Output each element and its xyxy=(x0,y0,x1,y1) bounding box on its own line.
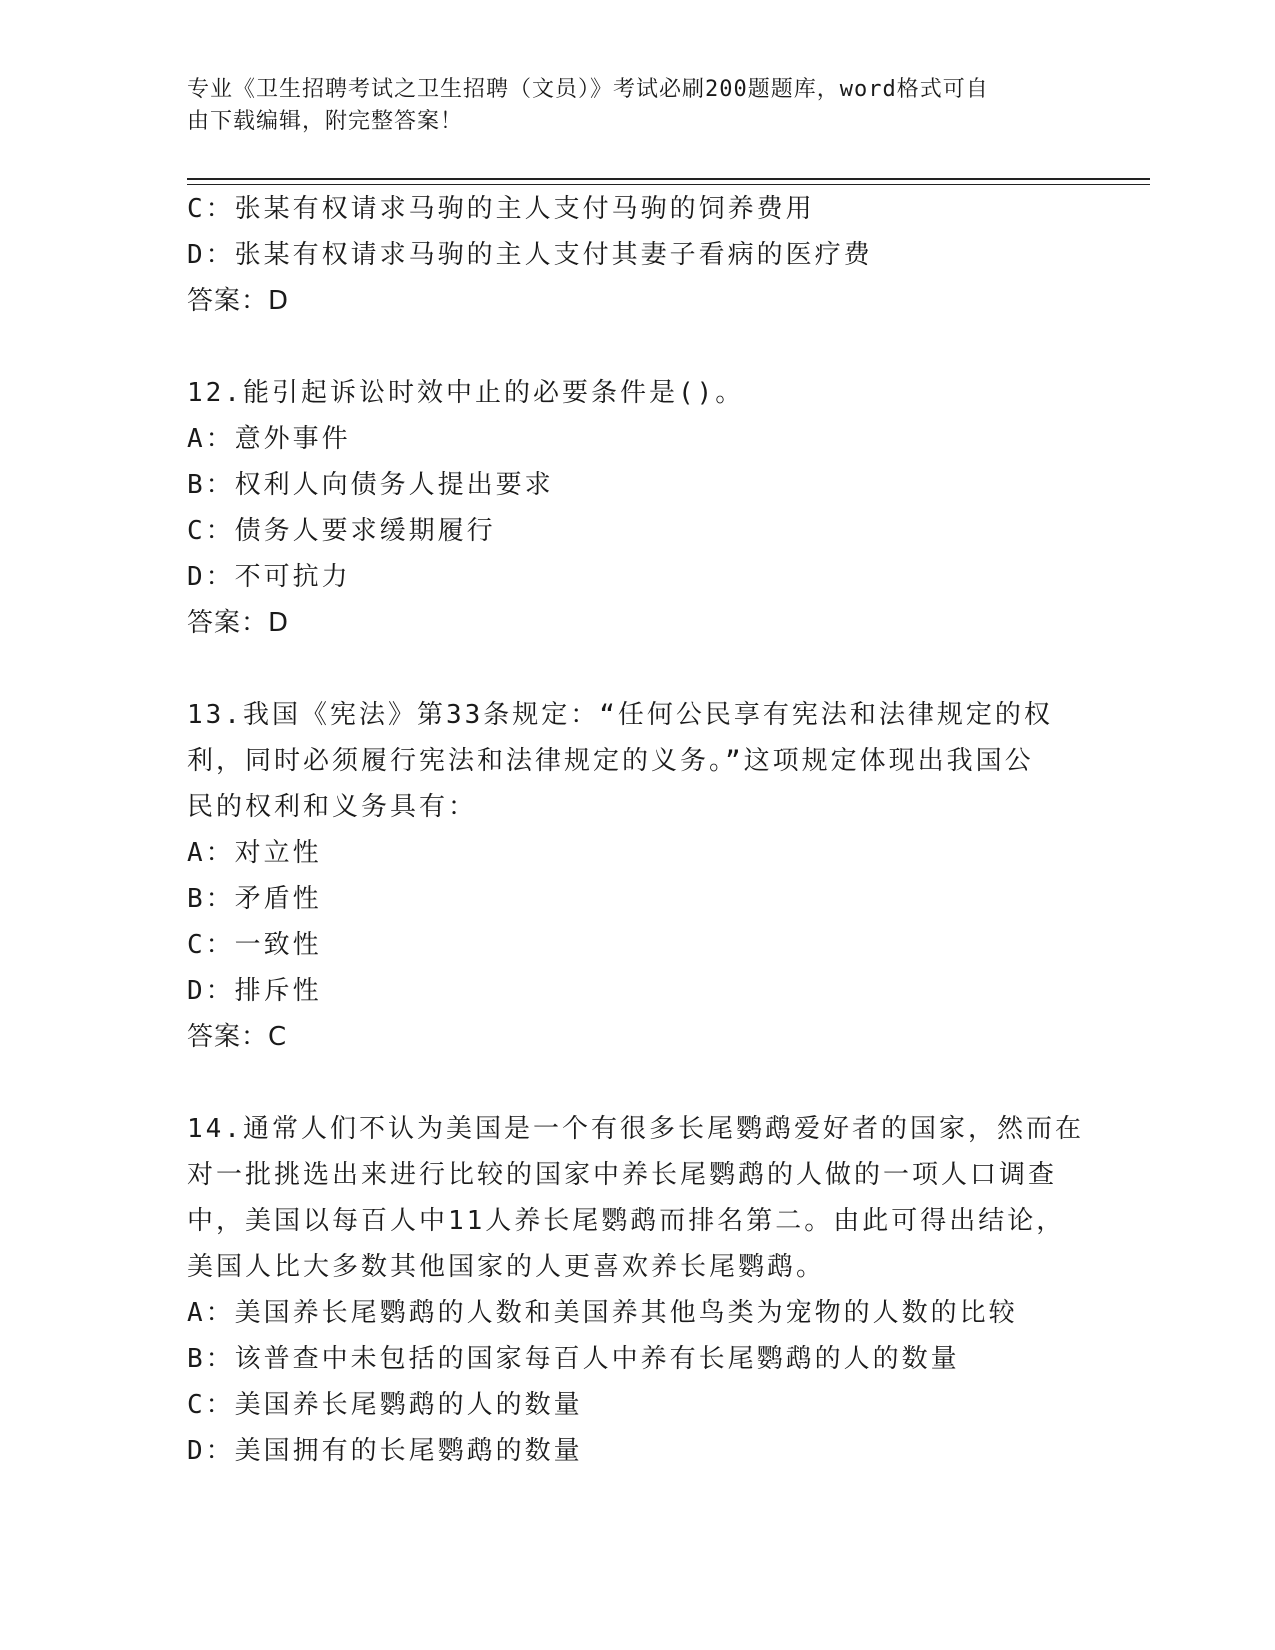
spacer xyxy=(187,1060,1087,1106)
option-c: C：债务人要求缓期履行 xyxy=(187,516,496,546)
option-a: A：对立性 xyxy=(187,838,322,868)
option-d: D：美国拥有的长尾鹦鹉的数量 xyxy=(187,1436,583,1466)
answer-line: 答案：C xyxy=(187,1022,288,1052)
option-a: A：意外事件 xyxy=(187,424,351,454)
header-rule-thick xyxy=(187,178,1150,180)
spacer xyxy=(187,324,1087,370)
option-d: D：不可抗力 xyxy=(187,562,351,592)
header-line-1: 专业《卫生招聘考试之卫生招聘（文员）》考试必刷200题题库，word格式可自 xyxy=(187,77,989,102)
option-c: C：美国养长尾鹦鹉的人的数量 xyxy=(187,1390,583,1420)
question-stem-line-3: 中，美国以每百人中11人养长尾鹦鹉而排名第二。由此可得出结论， xyxy=(187,1206,1066,1236)
spacer xyxy=(187,646,1087,692)
header-rule-thin xyxy=(187,184,1150,185)
question-14 xyxy=(187,1106,1087,1474)
question-stem: 12.能引起诉讼时效中止的必要条件是()。 xyxy=(187,378,745,408)
option-c: C：一致性 xyxy=(187,930,322,960)
question-12 xyxy=(187,370,1087,646)
question-13 xyxy=(187,692,1087,1060)
header-line-2: 由下载编辑，附完整答案！ xyxy=(187,109,464,134)
option-a: A：美国养长尾鹦鹉的人数和美国养其他鸟类为宠物的人数的比较 xyxy=(187,1298,1018,1328)
page-header xyxy=(187,74,1067,138)
answer-line: 答案：D xyxy=(187,286,290,316)
option-b: B：权利人向债务人提出要求 xyxy=(187,470,554,500)
question-stem-line-4: 美国人比大多数其他国家的人更喜欢养长尾鹦鹉。 xyxy=(187,1252,826,1282)
question-list xyxy=(187,186,1087,1474)
option-b: B：矛盾性 xyxy=(187,884,322,914)
option-d: D：排斥性 xyxy=(187,976,322,1006)
question-stem-line-1: 14.通常人们不认为美国是一个有很多长尾鹦鹉爱好者的国家，然而在 xyxy=(187,1114,1084,1144)
option-d: D：张某有权请求马驹的主人支付其妻子看病的医疗费 xyxy=(187,240,873,270)
answer-line: 答案：D xyxy=(187,608,290,638)
option-b: B：该普查中未包括的国家每百人中养有长尾鹦鹉的人的数量 xyxy=(187,1344,960,1374)
question-stem-line-2: 利，同时必须履行宪法和法律规定的义务。”这项规定体现出我国公 xyxy=(187,746,1034,776)
question-stem-line-3: 民的权利和义务具有： xyxy=(187,792,478,822)
question-stem-line-2: 对一批挑选出来进行比较的国家中养长尾鹦鹉的人做的一项人口调查 xyxy=(187,1160,1058,1190)
option-c: C：张某有权请求马驹的主人支付马驹的饲养费用 xyxy=(187,194,815,224)
question-11-tail xyxy=(187,186,1087,324)
question-stem-line-1: 13.我国《宪法》第33条规定：“任何公民享有宪法和法律规定的权 xyxy=(187,700,1053,730)
